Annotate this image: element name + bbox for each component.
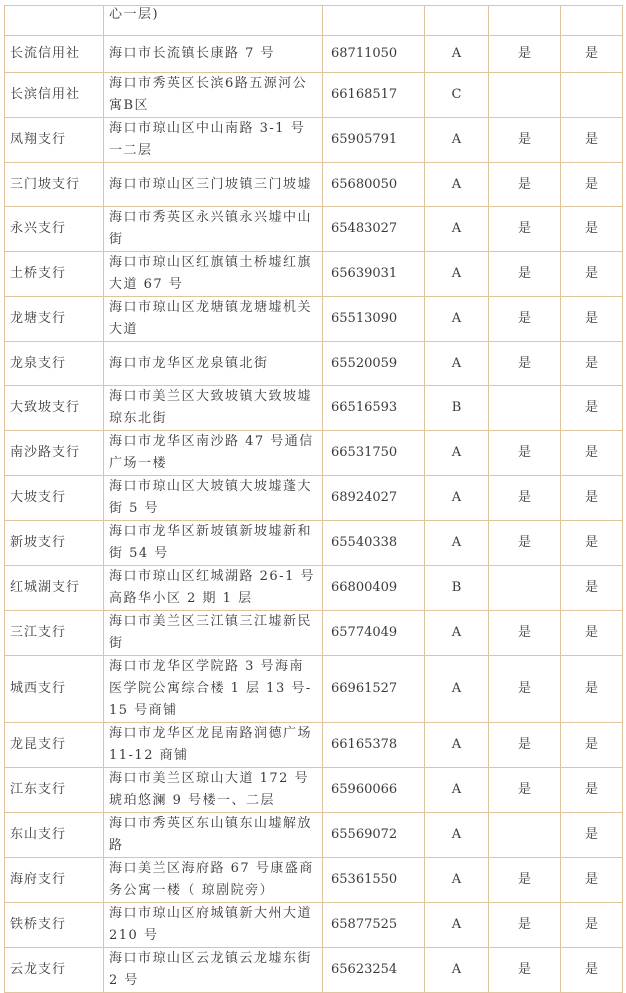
- table-row: [5, 73, 623, 118]
- cell-col6: [561, 73, 623, 118]
- table-row: [5, 723, 623, 768]
- cell-col5: 是: [489, 431, 561, 476]
- cell-col6: 是: [561, 431, 623, 476]
- cell-grade: A: [425, 476, 489, 521]
- cell-grade: A: [425, 521, 489, 566]
- cell-col6: 是: [561, 297, 623, 342]
- cell-address: 海口市龙华区新坡镇新坡墟新和街 54 号: [104, 521, 323, 566]
- cell-col6: 是: [561, 813, 623, 858]
- cell-col6: 是: [561, 611, 623, 656]
- cell-address: 海口市龙华区龙昆南路润德广场 11-12 商铺: [104, 723, 323, 768]
- cell-col5: 是: [489, 297, 561, 342]
- cell-col6: 是: [561, 723, 623, 768]
- cell-col6: 是: [561, 656, 623, 723]
- cell-phone: 65513090: [323, 297, 425, 342]
- cell-name: 龙昆支行: [5, 723, 104, 768]
- cell-phone: 65623254: [323, 948, 425, 993]
- table-row: [5, 163, 623, 207]
- table-row: [5, 903, 623, 948]
- cell-name: 江东支行: [5, 768, 104, 813]
- cell-col6: 是: [561, 386, 623, 431]
- cell-grade: A: [425, 297, 489, 342]
- cell-col5: 是: [489, 342, 561, 386]
- table-row: [5, 118, 623, 163]
- table-row: [5, 813, 623, 858]
- cell-col6: [561, 6, 623, 36]
- table-row: [5, 342, 623, 386]
- cell-col6: 是: [561, 476, 623, 521]
- cell-grade: A: [425, 903, 489, 948]
- table-row: [5, 521, 623, 566]
- table-row: [5, 611, 623, 656]
- table-row: [5, 768, 623, 813]
- cell-grade: A: [425, 948, 489, 993]
- cell-col5: [489, 566, 561, 611]
- cell-col5: 是: [489, 903, 561, 948]
- cell-col5: 是: [489, 118, 561, 163]
- cell-phone: 66168517: [323, 73, 425, 118]
- table-body: [5, 6, 623, 993]
- cell-name: 长滨信用社: [5, 73, 104, 118]
- cell-address: 海口市琼山区三门坡镇三门坡墟: [104, 163, 323, 207]
- cell-phone: 68924027: [323, 476, 425, 521]
- cell-col5: 是: [489, 611, 561, 656]
- cell-grade: C: [425, 73, 489, 118]
- cell-address: 海口市长流镇长康路 7 号: [104, 36, 323, 73]
- cell-name: 新坡支行: [5, 521, 104, 566]
- table-row: [5, 566, 623, 611]
- cell-address: 海口市琼山区龙塘镇龙塘墟机关大道: [104, 297, 323, 342]
- cell-name: 大坡支行: [5, 476, 104, 521]
- cell-col6: 是: [561, 903, 623, 948]
- cell-col5: [489, 813, 561, 858]
- cell-col5: 是: [489, 656, 561, 723]
- cell-address: 海口市秀英区东山镇东山墟解放路: [104, 813, 323, 858]
- cell-grade: A: [425, 118, 489, 163]
- cell-address: 海口市琼山区红城湖路 26-1 号高路华小区 2 期 1 层: [104, 566, 323, 611]
- cell-col5: 是: [489, 476, 561, 521]
- cell-address: 海口市龙华区龙泉镇北街: [104, 342, 323, 386]
- table-row: [5, 207, 623, 252]
- cell-name: 海府支行: [5, 858, 104, 903]
- cell-col5: [489, 6, 561, 36]
- table-row: [5, 476, 623, 521]
- cell-col6: 是: [561, 342, 623, 386]
- cell-address: 海口市美兰区琼山大道 172 号琥珀悠澜 9 号楼一、二层: [104, 768, 323, 813]
- cell-phone: 66516593: [323, 386, 425, 431]
- cell-grade: A: [425, 768, 489, 813]
- cell-col5: 是: [489, 207, 561, 252]
- cell-phone: 65520059: [323, 342, 425, 386]
- cell-address: 心一层): [104, 6, 323, 36]
- cell-col5: 是: [489, 252, 561, 297]
- cell-name: 土桥支行: [5, 252, 104, 297]
- cell-grade: A: [425, 813, 489, 858]
- cell-name: 东山支行: [5, 813, 104, 858]
- cell-col5: 是: [489, 858, 561, 903]
- cell-phone: 65877525: [323, 903, 425, 948]
- cell-grade: A: [425, 723, 489, 768]
- cell-grade: A: [425, 252, 489, 297]
- table-row-fragment: [5, 6, 623, 36]
- cell-phone: 68711050: [323, 36, 425, 73]
- cell-col6: 是: [561, 948, 623, 993]
- table-row: [5, 252, 623, 297]
- cell-phone: 66165378: [323, 723, 425, 768]
- cell-grade: A: [425, 858, 489, 903]
- table-row: [5, 858, 623, 903]
- cell-col6: 是: [561, 118, 623, 163]
- cell-phone: 65569072: [323, 813, 425, 858]
- table-row: [5, 948, 623, 993]
- cell-col6: 是: [561, 858, 623, 903]
- cell-address: 海口美兰区海府路 67 号康盛商务公寓一楼（ 琼剧院旁）: [104, 858, 323, 903]
- cell-grade: A: [425, 431, 489, 476]
- cell-phone: 65540338: [323, 521, 425, 566]
- cell-name: [5, 6, 104, 36]
- cell-name: 铁桥支行: [5, 903, 104, 948]
- cell-address: 海口市琼山区中山南路 3-1 号一二层: [104, 118, 323, 163]
- cell-address: 海口市美兰区大致坡镇大致坡墟琼东北街: [104, 386, 323, 431]
- table-row: [5, 297, 623, 342]
- cell-address: 海口市美兰区三江镇三江墟新民街: [104, 611, 323, 656]
- cell-phone: 66800409: [323, 566, 425, 611]
- cell-name: 凤翔支行: [5, 118, 104, 163]
- cell-name: 长流信用社: [5, 36, 104, 73]
- cell-col5: 是: [489, 36, 561, 73]
- cell-name: 永兴支行: [5, 207, 104, 252]
- cell-grade: A: [425, 36, 489, 73]
- table-row: [5, 386, 623, 431]
- cell-grade: [425, 6, 489, 36]
- cell-name: 龙塘支行: [5, 297, 104, 342]
- cell-grade: A: [425, 207, 489, 252]
- cell-grade: A: [425, 342, 489, 386]
- cell-col6: 是: [561, 768, 623, 813]
- cell-grade: B: [425, 566, 489, 611]
- cell-phone: 65361550: [323, 858, 425, 903]
- cell-name: 三江支行: [5, 611, 104, 656]
- cell-address: 海口市琼山区府城镇新大州大道 210 号: [104, 903, 323, 948]
- table-row: [5, 36, 623, 73]
- cell-address: 海口市琼山区云龙镇云龙墟东街 2 号: [104, 948, 323, 993]
- cell-col5: 是: [489, 163, 561, 207]
- cell-address: 海口市琼山区大坡镇大坡墟蓬大街 5 号: [104, 476, 323, 521]
- cell-col5: 是: [489, 948, 561, 993]
- cell-col6: 是: [561, 207, 623, 252]
- cell-name: 大致坡支行: [5, 386, 104, 431]
- cell-col6: 是: [561, 521, 623, 566]
- cell-phone: 65905791: [323, 118, 425, 163]
- cell-phone: 66961527: [323, 656, 425, 723]
- cell-col5: [489, 73, 561, 118]
- cell-address: 海口市龙华区南沙路 47 号通信广场一楼: [104, 431, 323, 476]
- cell-address: 海口市秀英区长滨6路五源河公寓B区: [104, 73, 323, 118]
- cell-name: 云龙支行: [5, 948, 104, 993]
- cell-name: 三门坡支行: [5, 163, 104, 207]
- cell-col5: 是: [489, 723, 561, 768]
- cell-col6: 是: [561, 252, 623, 297]
- cell-grade: A: [425, 656, 489, 723]
- cell-col5: 是: [489, 768, 561, 813]
- cell-phone: 65960066: [323, 768, 425, 813]
- branch-table: [4, 5, 623, 993]
- cell-col6: 是: [561, 36, 623, 73]
- cell-phone: 66531750: [323, 431, 425, 476]
- cell-phone: 65774049: [323, 611, 425, 656]
- cell-address: 海口市琼山区红旗镇土桥墟红旗大道 67 号: [104, 252, 323, 297]
- cell-phone: 65680050: [323, 163, 425, 207]
- table-row: [5, 431, 623, 476]
- cell-col6: 是: [561, 566, 623, 611]
- cell-phone: 65639031: [323, 252, 425, 297]
- cell-col6: 是: [561, 163, 623, 207]
- cell-grade: B: [425, 386, 489, 431]
- table-row: [5, 656, 623, 723]
- cell-grade: A: [425, 611, 489, 656]
- cell-phone: 65483027: [323, 207, 425, 252]
- cell-col5: [489, 386, 561, 431]
- cell-name: 南沙路支行: [5, 431, 104, 476]
- cell-name: 红城湖支行: [5, 566, 104, 611]
- cell-address: 海口市龙华区学院路 3 号海南医学院公寓综合楼 1 层 13 号-15 号商铺: [104, 656, 323, 723]
- cell-name: 龙泉支行: [5, 342, 104, 386]
- cell-name: 城西支行: [5, 656, 104, 723]
- cell-col5: 是: [489, 521, 561, 566]
- cell-grade: A: [425, 163, 489, 207]
- cell-phone: [323, 6, 425, 36]
- cell-address: 海口市秀英区永兴镇永兴墟中山街: [104, 207, 323, 252]
